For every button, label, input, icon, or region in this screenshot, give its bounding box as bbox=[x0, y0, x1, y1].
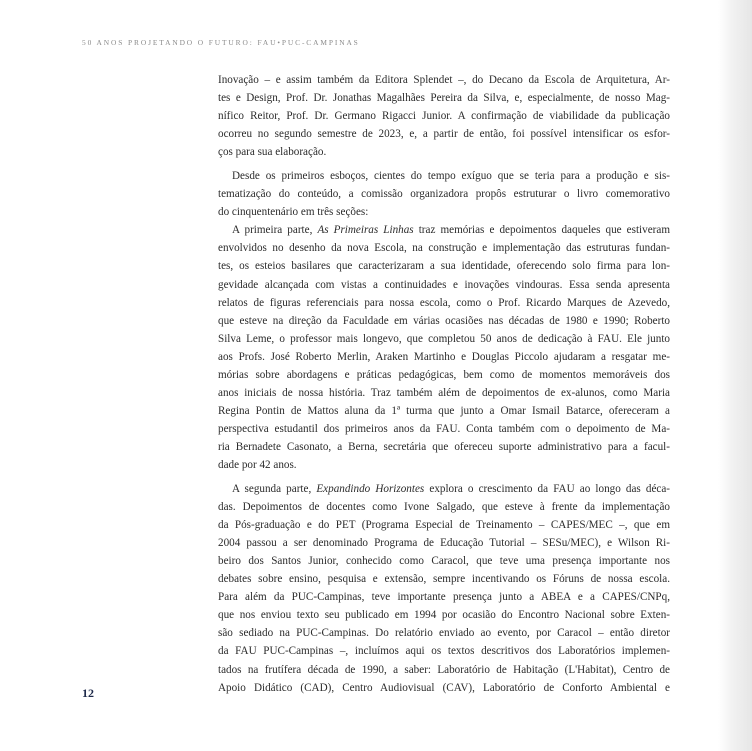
text-line: ços para sua elaboração. bbox=[218, 146, 327, 159]
text-line: nífico Reitor, Prof. Dr. Germano Rigacci Junior. A confirmação de viabilidade da publicação bbox=[218, 110, 670, 123]
text-line: que esteve na direção da Faculdade em várias ocasiões nas décadas de 1980 e 1990; Roberto bbox=[218, 314, 670, 327]
text-line: Inovação – e assim também da Editora Splendet –, do Decano da Escola de Arquitetura, Ar- bbox=[218, 74, 670, 86]
text-line: debates sobre ensino, pesquisa e extensão, sempre incentivando os Fóruns de nossa escola. bbox=[218, 573, 670, 586]
text-line: ria Bernadete Casonato, a Berna, secretária que ofereceu suporte administrativo para a facul- bbox=[218, 440, 670, 453]
text-line: aos Profs. José Roberto Merlin, Araken Martinho e Douglas Piccolo ajudaram a resgatar me- bbox=[218, 350, 670, 363]
text-line: Apoio Didático (CAD), Centro Audiovisual (CAV), Laboratório de Conforto Ambiental e bbox=[218, 681, 670, 694]
page-number: 12 bbox=[82, 686, 94, 700]
running-head: 50 ANOS PROJETANDO O FUTURO: FAU•PUC-CAMPINAS bbox=[82, 38, 360, 47]
text-line: são sediado na PUC-Campinas. Do relatório enviado ao evento, por Caracol – então diretor bbox=[218, 627, 670, 640]
text-line: envolvidos no desenho da nova Escola, na construção e implementação das estruturas fundan- bbox=[218, 242, 670, 255]
text-line: A segunda parte, Expandindo Horizontes explora o crescimento da FAU ao longo das déca- bbox=[232, 483, 671, 496]
page-gutter-shadow bbox=[718, 0, 752, 751]
paragraph bbox=[218, 167, 670, 221]
body-text bbox=[218, 71, 670, 697]
text-line: relatos de figuras referenciais para nossa escola, como o Prof. Ricardo Marques de Azevedo, bbox=[218, 296, 670, 309]
paragraph bbox=[218, 71, 670, 161]
text-line: da Pós-graduação e do PET (Programa Especial de Treinamento – CAPES/MEC –, que em bbox=[218, 519, 670, 532]
text-line: perspectiva estudantil dos primeiros anos da FAU. Conta também com o depoimento de Ma- bbox=[218, 422, 670, 435]
text-line: tes e Design, Prof. Dr. Jonathas Magalhães Pereira da Silva, e, especialmente, de nosso Mag- bbox=[218, 92, 670, 105]
text-line: mórias sobre abordagens e práticas pedagógicas, bem como de momentos memoráveis dos bbox=[218, 368, 670, 381]
paragraph bbox=[218, 480, 670, 697]
text-line: gevidade alcançada com vistas a continuidades e inovações vindouras. Essa senda apresenta bbox=[218, 278, 670, 291]
text-line: da FAU PUC-Campinas –, incluímos aqui os textos descritivos dos Laboratórios implemen- bbox=[218, 645, 670, 658]
text-line: anos iniciais de nossa história. Traz também além de depoimentos de ex-alunos, como Maria bbox=[218, 386, 670, 399]
text-line: Regina Pontin de Mattos aluna da 1ª turma que junto a Omar Ismail Batarce, ofereceram a bbox=[218, 404, 670, 417]
text-line: 2004 passou a ser denominado Programa de Educação Tutorial – SESu/MEC), e Wilson Ri- bbox=[218, 537, 670, 550]
section-title-italic: As Primeiras Linhas bbox=[317, 224, 414, 237]
text-line: do cinquentenário em três seções: bbox=[218, 206, 369, 219]
text-line: tes, os esteios basilares que caracterizaram a sua identidade, oferecendo solo firma para lon- bbox=[218, 260, 670, 273]
text-line: beiro dos Santos Junior, conhecido como Caracol, que teve uma presença importante nos bbox=[218, 555, 670, 568]
paragraph bbox=[218, 221, 670, 474]
text-line: Silva Leme, o professor mais longevo, que completou 50 anos de dedicação à FAU. Ele junto bbox=[218, 332, 670, 345]
text-line: das. Depoimentos de docentes como Ivone Salgado, que esteve à frente da implementação bbox=[218, 501, 670, 514]
text-line: A primeira parte, As Primeiras Linhas traz memórias e depoimentos daqueles que estiveram bbox=[232, 224, 670, 237]
text-line: tados na frutífera década de 1990, a saber: Laboratório de Habitação (L'Habitat), Centro de bbox=[218, 663, 670, 676]
text-line: dade por 42 anos. bbox=[218, 458, 297, 471]
text-line: Para além da PUC-Campinas, teve importante presença junto a ABEA e a CAPES/CNPq, bbox=[218, 591, 670, 604]
text-line: Desde os primeiros esboços, cientes do tempo exíguo que se teria para a produção e sis- bbox=[232, 170, 670, 183]
text-line: tematização do conteúdo, a comissão organizadora propôs estruturar o livro comemorativo bbox=[218, 188, 670, 201]
section-title-italic: Expandindo Horizontes bbox=[316, 483, 425, 496]
text-line: que nos enviou texto seu publicado em 1994 por ocasião do Encontro Nacional sobre Exten- bbox=[218, 609, 670, 622]
text-line: ocorreu no segundo semestre de 2023, e, a partir de então, foi possível intensificar os esfor- bbox=[218, 128, 670, 141]
